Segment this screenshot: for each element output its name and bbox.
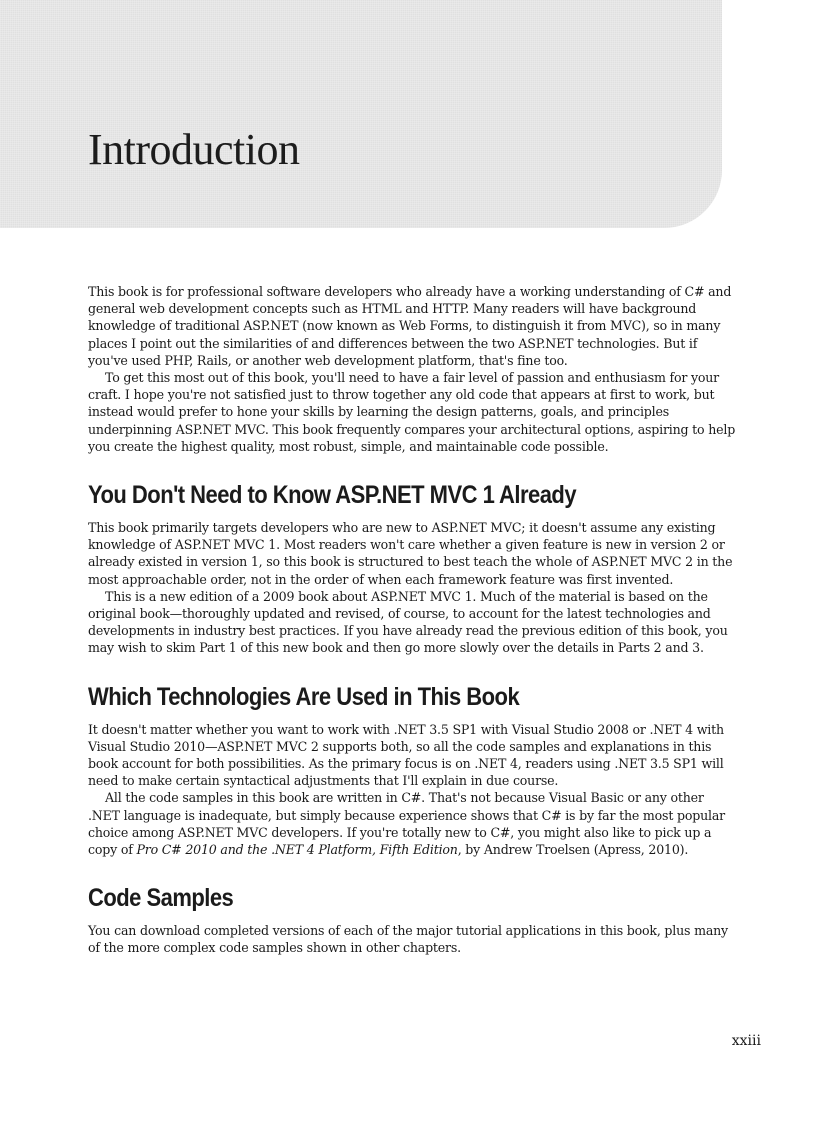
chapter-title: Introduction [88, 125, 300, 174]
section-mvc1-paragraph-2: This is a new edition of a 2009 book about ASP.NET MVC 1. Much of the material is based on the original book—thoroughly updated and revised, of course, to account for the latest technologies and developments in industry best practices. If you have already read the previous edition of this book, you may wish to skim Part 1 of this new book and then go more slowly over the details in Parts 2 and 3. [88, 588, 728, 656]
page-number: xxiii [731, 1033, 761, 1049]
page-body [88, 283, 738, 957]
section-heading-mvc1: You Don't Need to Know ASP.NET MVC 1 Already [88, 481, 577, 510]
section-technologies-paragraph-2 [88, 789, 738, 858]
paragraph-text: , by Andrew Troelsen (Apress, 2010). [457, 842, 689, 858]
book-title-reference: Pro C# 2010 and the .NET 4 Platform, Fifth Edition [136, 842, 458, 858]
intro-paragraph-2: To get this most out of this book, you'll need to have a fair level of passion and enthusiasm for your craft. I hope you're not satisfied just to throw together any old code that appears at first to work, but instead would prefer to hone your skills by learning the design patterns, goals, and principles underpinning ASP.NET MVC. This book frequently compares your architectural options, aspiring to help you create the highest quality, most robust, simple, and maintainable code possible. [88, 370, 736, 454]
section-heading-code-samples: Code Samples [88, 884, 234, 913]
chapter-header-band [0, 0, 722, 228]
section-technologies-paragraph-1: It doesn't matter whether you want to work with .NET 3.5 SP1 with Visual Studio 2008 or .NET 4 with Visual Studio 2010—ASP.NET MVC 2 supports both, so all the code samples and explanations in this book account for both possibilities. As the primary focus is on .NET 4, readers using .NET 3.5 SP1 will need to make certain syntactical adjustments that I'll explain in due course. [88, 721, 724, 789]
paragraph-text: All the code samples in this book are written in C#. That's not because Visual Basic or any other .NET language is inadequate, but simply because experience shows that C# is by far the most popular choice among ASP.NET MVC developers. If you're totally new to C#, you might also like to pick up a copy of [88, 790, 725, 858]
section-code-samples-paragraph-1: You can download completed versions of each of the major tutorial applications in this book, plus many of the more complex code samples shown in other chapters. [88, 923, 728, 956]
section-heading-technologies: Which Technologies Are Used in This Book [88, 682, 520, 711]
intro-paragraph-1: This book is for professional software developers who already have a working understanding of C# and general web development concepts such as HTML and HTTP. Many readers will have background knowledge of traditional ASP.NET (now known as Web Forms, to distinguish it from MVC), so in many places I point out the similarities of and differences between the two ASP.NET technologies. But if you've used PHP, Rails, or another web development platform, that's fine too. [88, 284, 732, 368]
section-mvc1-paragraph-1: This book primarily targets developers who are new to ASP.NET MVC; it doesn't assume any existing knowledge of ASP.NET MVC 1. Most readers won't care whether a given feature is new in version 2 or already existed in version 1, so this book is structured to best teach the whole of ASP.NET MVC 2 in the most approachable order, not in the order of when each framework feature was first invented. [88, 520, 733, 587]
